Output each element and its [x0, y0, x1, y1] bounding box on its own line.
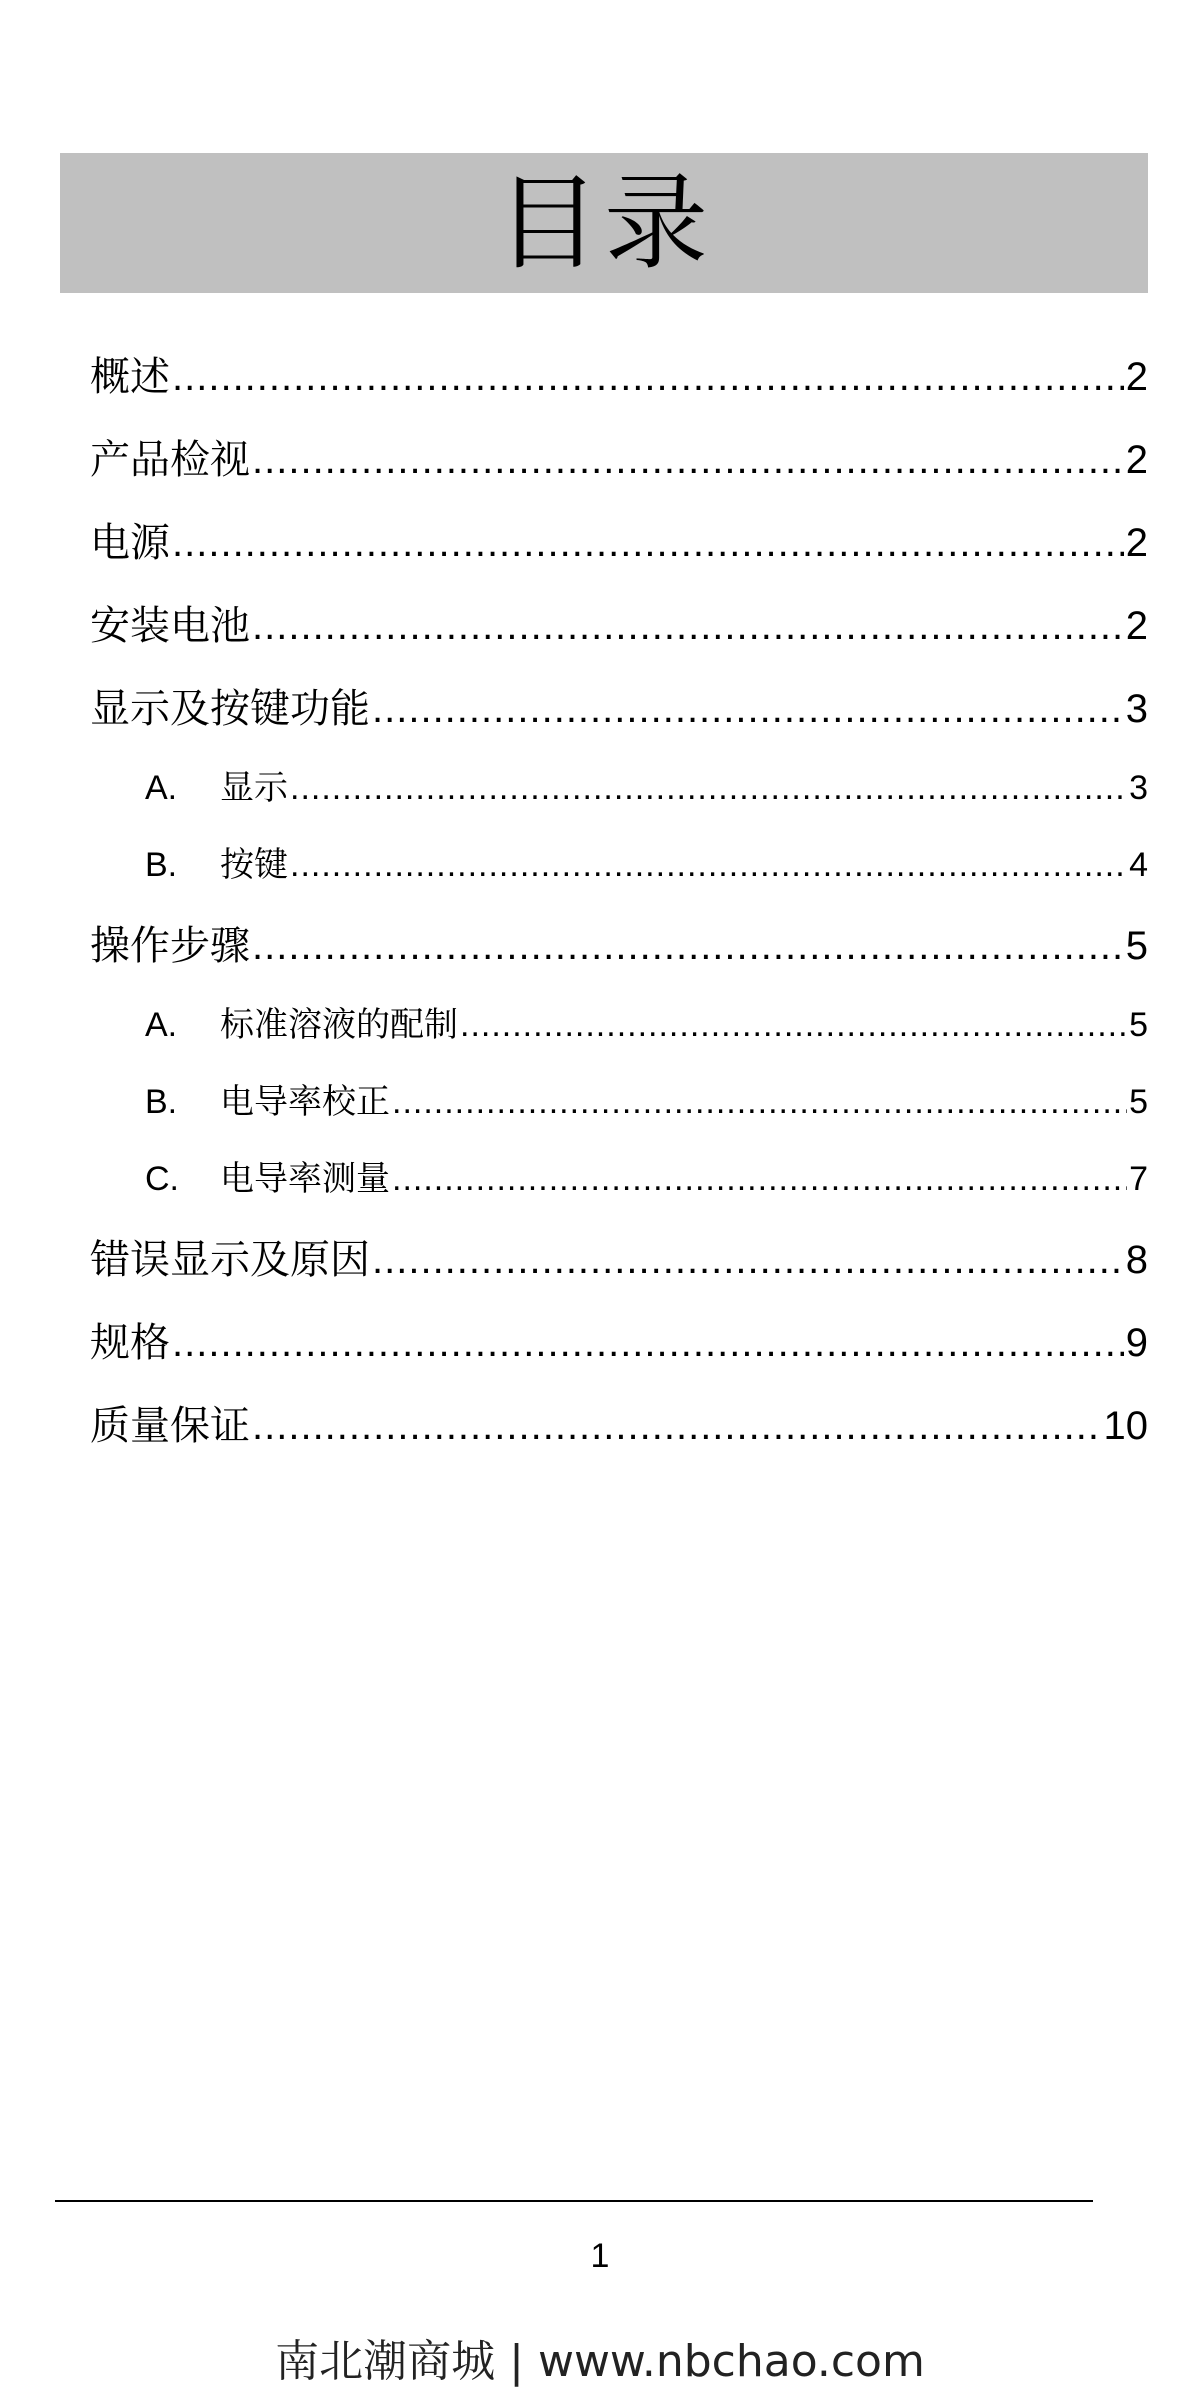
toc-entry[interactable]: [90, 837, 1148, 914]
toc-dot-leader: [392, 1083, 1127, 1122]
toc-dot-leader: [372, 1238, 1124, 1283]
toc-dot-leader: [290, 846, 1127, 885]
toc-entry-page-number: 7: [1129, 1160, 1148, 1198]
toc-entry[interactable]: [90, 914, 1148, 997]
toc-entry[interactable]: [90, 594, 1148, 677]
toc-dot-leader: [372, 687, 1124, 732]
toc-entry-label: 错误显示及原因: [90, 1237, 370, 1283]
toc-entry-page-number: 5: [1129, 1006, 1148, 1044]
page-number: 1: [590, 2237, 610, 2275]
toc-entry-marker: B.: [145, 846, 178, 884]
toc-entry-label: 质量保证: [90, 1403, 250, 1449]
toc-entry[interactable]: [90, 1074, 1148, 1151]
footer-divider: [55, 2200, 1093, 2202]
toc-entry[interactable]: [90, 1311, 1148, 1394]
toc-dot-leader: [252, 924, 1124, 969]
toc-entry-page-number: 3: [1129, 769, 1148, 807]
toc-entry[interactable]: [90, 428, 1148, 511]
toc-dot-leader: [172, 355, 1124, 400]
toc-entry-page-number: 2: [1125, 521, 1148, 565]
toc-entry-page-number: 8: [1125, 1238, 1148, 1282]
toc-entry-page-number: 5: [1129, 1083, 1148, 1121]
page-title: 目录: [495, 162, 712, 284]
toc-entry-page-number: 2: [1125, 604, 1148, 648]
toc-dot-leader: [172, 1321, 1124, 1366]
toc-dot-leader: [252, 1404, 1102, 1449]
toc-entry-label: 显示: [220, 768, 288, 808]
toc-dot-leader: [252, 438, 1124, 483]
toc-entry-label: 标准溶液的配制: [220, 1005, 458, 1045]
toc-entry-label: 安装电池: [90, 603, 250, 649]
toc-entry[interactable]: [90, 760, 1148, 837]
toc-entry-page-number: 9: [1125, 1321, 1148, 1365]
toc-entry-label: 产品检视: [90, 437, 250, 483]
toc-entry-page-number: 4: [1129, 846, 1148, 884]
toc-entry-marker: C.: [145, 1160, 179, 1198]
toc-dot-leader: [172, 521, 1124, 566]
toc-entry-page-number: 5: [1125, 924, 1148, 968]
toc-entry-page-number: 2: [1125, 438, 1148, 482]
toc-dot-leader: [392, 1160, 1127, 1199]
toc-entry-page-number: 10: [1103, 1404, 1148, 1448]
toc-entry-label: 电导率测量: [220, 1159, 390, 1199]
toc-entry-page-number: 2: [1125, 355, 1148, 399]
toc-entry-label: 电导率校正: [220, 1082, 390, 1122]
toc-entry[interactable]: [90, 997, 1148, 1074]
toc-dot-leader: [252, 604, 1124, 649]
toc-dot-leader: [290, 769, 1127, 808]
toc-entry[interactable]: [90, 677, 1148, 760]
toc-entry[interactable]: [90, 1228, 1148, 1311]
toc-dot-leader: [460, 1006, 1127, 1045]
toc-entry-marker: B.: [145, 1083, 178, 1121]
toc-entry-marker: A.: [145, 769, 178, 807]
toc-entry[interactable]: [90, 1151, 1148, 1228]
toc-entry-label: 按键: [220, 845, 288, 885]
toc-entry-label: 操作步骤: [90, 923, 250, 969]
table-of-contents: [90, 345, 1148, 1477]
toc-entry-label: 显示及按键功能: [90, 686, 370, 732]
toc-entry-marker: A.: [145, 1006, 178, 1044]
toc-entry-label: 规格: [90, 1320, 170, 1366]
toc-entry[interactable]: [90, 345, 1148, 428]
toc-entry-label: 电源: [90, 520, 170, 566]
title-band: [60, 153, 1148, 293]
toc-entry-page-number: 3: [1125, 687, 1148, 731]
toc-entry[interactable]: [90, 1394, 1148, 1477]
watermark-text: 南北潮商城 | www.nbchao.com: [275, 2336, 925, 2387]
toc-entry[interactable]: [90, 511, 1148, 594]
toc-entry-label: 概述: [90, 354, 170, 400]
